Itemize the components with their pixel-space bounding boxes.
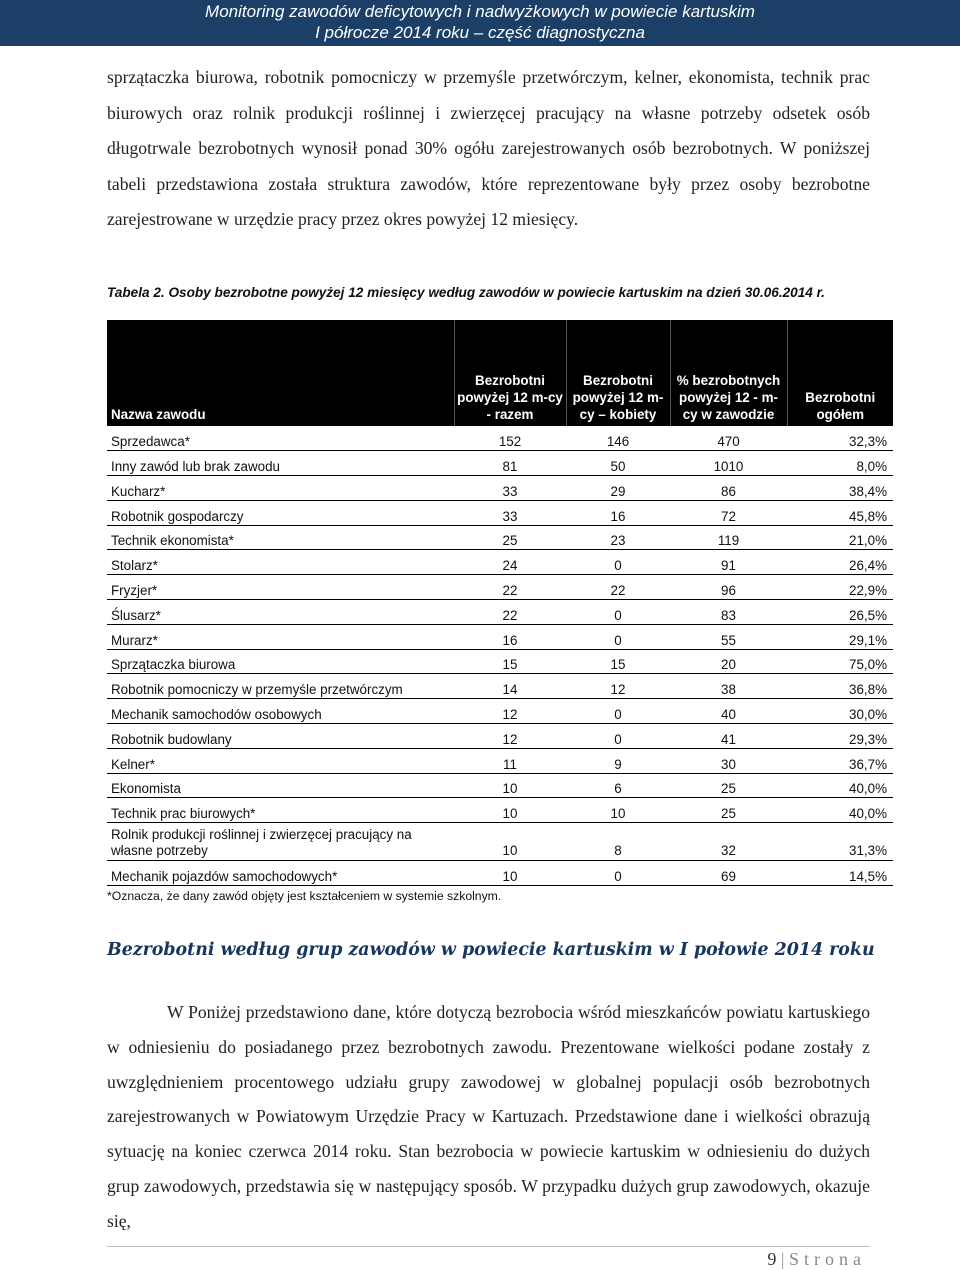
value-cell: 0 <box>566 550 670 575</box>
value-cell: 11 <box>454 748 566 773</box>
value-cell: 81 <box>454 451 566 476</box>
occupation-name-cell: Ślusarz* <box>107 600 454 625</box>
table-row <box>107 624 893 649</box>
value-cell: 83 <box>670 600 787 625</box>
occupation-name-cell: Robotnik pomocniczy w przemyśle przetwórczym <box>107 674 454 699</box>
value-cell: 26,4% <box>787 550 893 575</box>
value-cell: 119 <box>670 525 787 550</box>
value-cell: 8 <box>566 823 670 861</box>
value-cell: 91 <box>670 550 787 575</box>
value-cell: 75,0% <box>787 649 893 674</box>
value-cell: 0 <box>566 600 670 625</box>
value-cell: 25 <box>670 773 787 798</box>
table-footnote: *Oznacza, że dany zawód objęty jest kształceniem w systemie szkolnym. <box>107 889 502 903</box>
occupation-name-cell: Inny zawód lub brak zawodu <box>107 451 454 476</box>
value-cell: 20 <box>670 649 787 674</box>
value-cell: 33 <box>454 500 566 525</box>
occupation-name-cell: Kucharz* <box>107 476 454 501</box>
value-cell: 0 <box>566 624 670 649</box>
value-cell: 30,0% <box>787 699 893 724</box>
value-cell: 29 <box>566 476 670 501</box>
value-cell: 69 <box>670 861 787 886</box>
table-row <box>107 476 893 501</box>
value-cell: 1010 <box>670 451 787 476</box>
footer-divider <box>107 1246 870 1247</box>
value-cell: 12 <box>454 699 566 724</box>
occupation-name-cell: Mechanik pojazdów samochodowych* <box>107 861 454 886</box>
value-cell: 22 <box>454 575 566 600</box>
header-title: Monitoring zawodów deficytowych i nadwyżkowych w powiecie kartuskim <box>205 2 755 21</box>
value-cell: 16 <box>566 500 670 525</box>
value-cell: 38,4% <box>787 476 893 501</box>
value-cell: 32 <box>670 823 787 861</box>
page-footer <box>767 1249 866 1270</box>
occupation-name-cell: Stolarz* <box>107 550 454 575</box>
value-cell: 36,8% <box>787 674 893 699</box>
value-cell: 8,0% <box>787 451 893 476</box>
value-cell: 9 <box>566 748 670 773</box>
section-paragraph: W Poniżej przedstawiono dane, które dotyczą bezrobocia wśród mieszkańców powiatu kartuskiego w odniesieniu do posiadanego przez bezrobotnych zawodu. Prezentowane wielkości podane zostały z uwzględnieniem procentowego udziału grupy zawodowej w globalnej populacji osób bezrobotnych zarejestrowanych w Powiatowym Urzędzie Pracy w Kartuzach. Przedstawione dane i wielkości obrazują sytuację na koniec czerwca 2014 roku. Stan bezrobocia w powiecie kartuskim w odniesieniu do dużych grup zawodowych, przedstawia się w następujący sposób. W przypadku dużych grup zawodowych, okazuje się, <box>107 1002 870 1231</box>
value-cell: 30 <box>670 748 787 773</box>
value-cell: 32,3% <box>787 426 893 451</box>
occupation-name-cell: Sprzedawca* <box>107 426 454 451</box>
table-caption: Tabela 2. Osoby bezrobotne powyżej 12 miesięcy według zawodów w powiecie kartuskim na dzień 30.06.2014 r. <box>107 285 825 300</box>
value-cell: 40,0% <box>787 773 893 798</box>
value-cell: 40 <box>670 699 787 724</box>
section-heading: Bezrobotni według grup zawodów w powiecie kartuskim w I połowie 2014 roku <box>107 940 875 960</box>
value-cell: 22 <box>454 600 566 625</box>
occupation-name-cell: Ekonomista <box>107 773 454 798</box>
table-row <box>107 649 893 674</box>
column-header: Bezrobotni powyżej 12 m-cy – kobiety <box>566 320 670 426</box>
table-body <box>107 426 893 886</box>
occupation-name-cell: Murarz* <box>107 624 454 649</box>
column-header: Nazwa zawodu <box>107 320 454 426</box>
table-row <box>107 674 893 699</box>
value-cell: 10 <box>566 798 670 823</box>
value-cell: 25 <box>454 525 566 550</box>
value-cell: 22,9% <box>787 575 893 600</box>
value-cell: 25 <box>670 798 787 823</box>
value-cell: 470 <box>670 426 787 451</box>
value-cell: 12 <box>566 674 670 699</box>
occupation-name-cell: Fryzjer* <box>107 575 454 600</box>
value-cell: 36,7% <box>787 748 893 773</box>
table-row <box>107 575 893 600</box>
value-cell: 96 <box>670 575 787 600</box>
page-word: Strona <box>789 1249 866 1269</box>
value-cell: 55 <box>670 624 787 649</box>
table-row <box>107 798 893 823</box>
table-row <box>107 773 893 798</box>
table-row <box>107 600 893 625</box>
value-cell: 146 <box>566 426 670 451</box>
value-cell: 45,8% <box>787 500 893 525</box>
occupation-name-cell: Mechanik samochodów osobowych <box>107 699 454 724</box>
value-cell: 29,1% <box>787 624 893 649</box>
value-cell: 6 <box>566 773 670 798</box>
column-header: % bezrobotnych powyżej 12 - m-cy w zawodzie <box>670 320 787 426</box>
value-cell: 40,0% <box>787 798 893 823</box>
value-cell: 31,3% <box>787 823 893 861</box>
table-row <box>107 451 893 476</box>
column-header: Bezrobotni ogółem <box>787 320 893 426</box>
occupation-name-cell: Technik prac biurowych* <box>107 798 454 823</box>
page-separator: | <box>780 1249 785 1269</box>
intro-paragraph: sprzątaczka biurowa, robotnik pomocniczy w przemyśle przetwórczym, kelner, ekonomista, technik prac biurowych oraz rolnik produkcji roślinnej i zwierzęcej pracujący na własne potrzeby odsetek osób długotrwale bezrobotnych wynosił ponad 30% ogółu zarejestrowanych osób bezrobotnych. W poniższej tabeli przedstawiona została struktura zawodów, które reprezentowane były przez osoby bezrobotne zarejestrowane w urzędzie pracy przez okres powyżej 12 miesięcy. <box>107 67 870 229</box>
value-cell: 0 <box>566 699 670 724</box>
value-cell: 10 <box>454 773 566 798</box>
table-header-row <box>107 320 893 426</box>
value-cell: 12 <box>454 724 566 749</box>
value-cell: 10 <box>454 861 566 886</box>
page-number: 9 <box>767 1249 777 1269</box>
value-cell: 29,3% <box>787 724 893 749</box>
header-subtitle: I półrocze 2014 roku – część diagnostyczna <box>315 23 645 42</box>
occupation-name-cell: Kelner* <box>107 748 454 773</box>
page-header <box>0 0 960 46</box>
occupation-name-cell: Rolnik produkcji roślinnej i zwierzęcej pracujący na własne potrzeby <box>107 823 454 861</box>
value-cell: 23 <box>566 525 670 550</box>
occupation-name-cell: Robotnik budowlany <box>107 724 454 749</box>
occupation-name-cell: Technik ekonomista* <box>107 525 454 550</box>
value-cell: 0 <box>566 861 670 886</box>
value-cell: 14,5% <box>787 861 893 886</box>
occupation-name-cell: Sprzątaczka biurowa <box>107 649 454 674</box>
table-row <box>107 500 893 525</box>
value-cell: 22 <box>566 575 670 600</box>
value-cell: 0 <box>566 724 670 749</box>
value-cell: 15 <box>566 649 670 674</box>
table-row <box>107 748 893 773</box>
value-cell: 50 <box>566 451 670 476</box>
value-cell: 152 <box>454 426 566 451</box>
value-cell: 86 <box>670 476 787 501</box>
value-cell: 14 <box>454 674 566 699</box>
value-cell: 26,5% <box>787 600 893 625</box>
value-cell: 41 <box>670 724 787 749</box>
value-cell: 10 <box>454 798 566 823</box>
table-row <box>107 823 893 861</box>
value-cell: 24 <box>454 550 566 575</box>
value-cell: 72 <box>670 500 787 525</box>
value-cell: 38 <box>670 674 787 699</box>
table-row <box>107 861 893 886</box>
table-row <box>107 699 893 724</box>
value-cell: 16 <box>454 624 566 649</box>
occupations-table <box>107 320 893 886</box>
table-row <box>107 426 893 451</box>
value-cell: 21,0% <box>787 525 893 550</box>
column-header: Bezrobotni powyżej 12 m-cy - razem <box>454 320 566 426</box>
value-cell: 15 <box>454 649 566 674</box>
value-cell: 10 <box>454 823 566 861</box>
value-cell: 33 <box>454 476 566 501</box>
occupation-name-cell: Robotnik gospodarczy <box>107 500 454 525</box>
table-row <box>107 550 893 575</box>
table-row <box>107 525 893 550</box>
table-row <box>107 724 893 749</box>
